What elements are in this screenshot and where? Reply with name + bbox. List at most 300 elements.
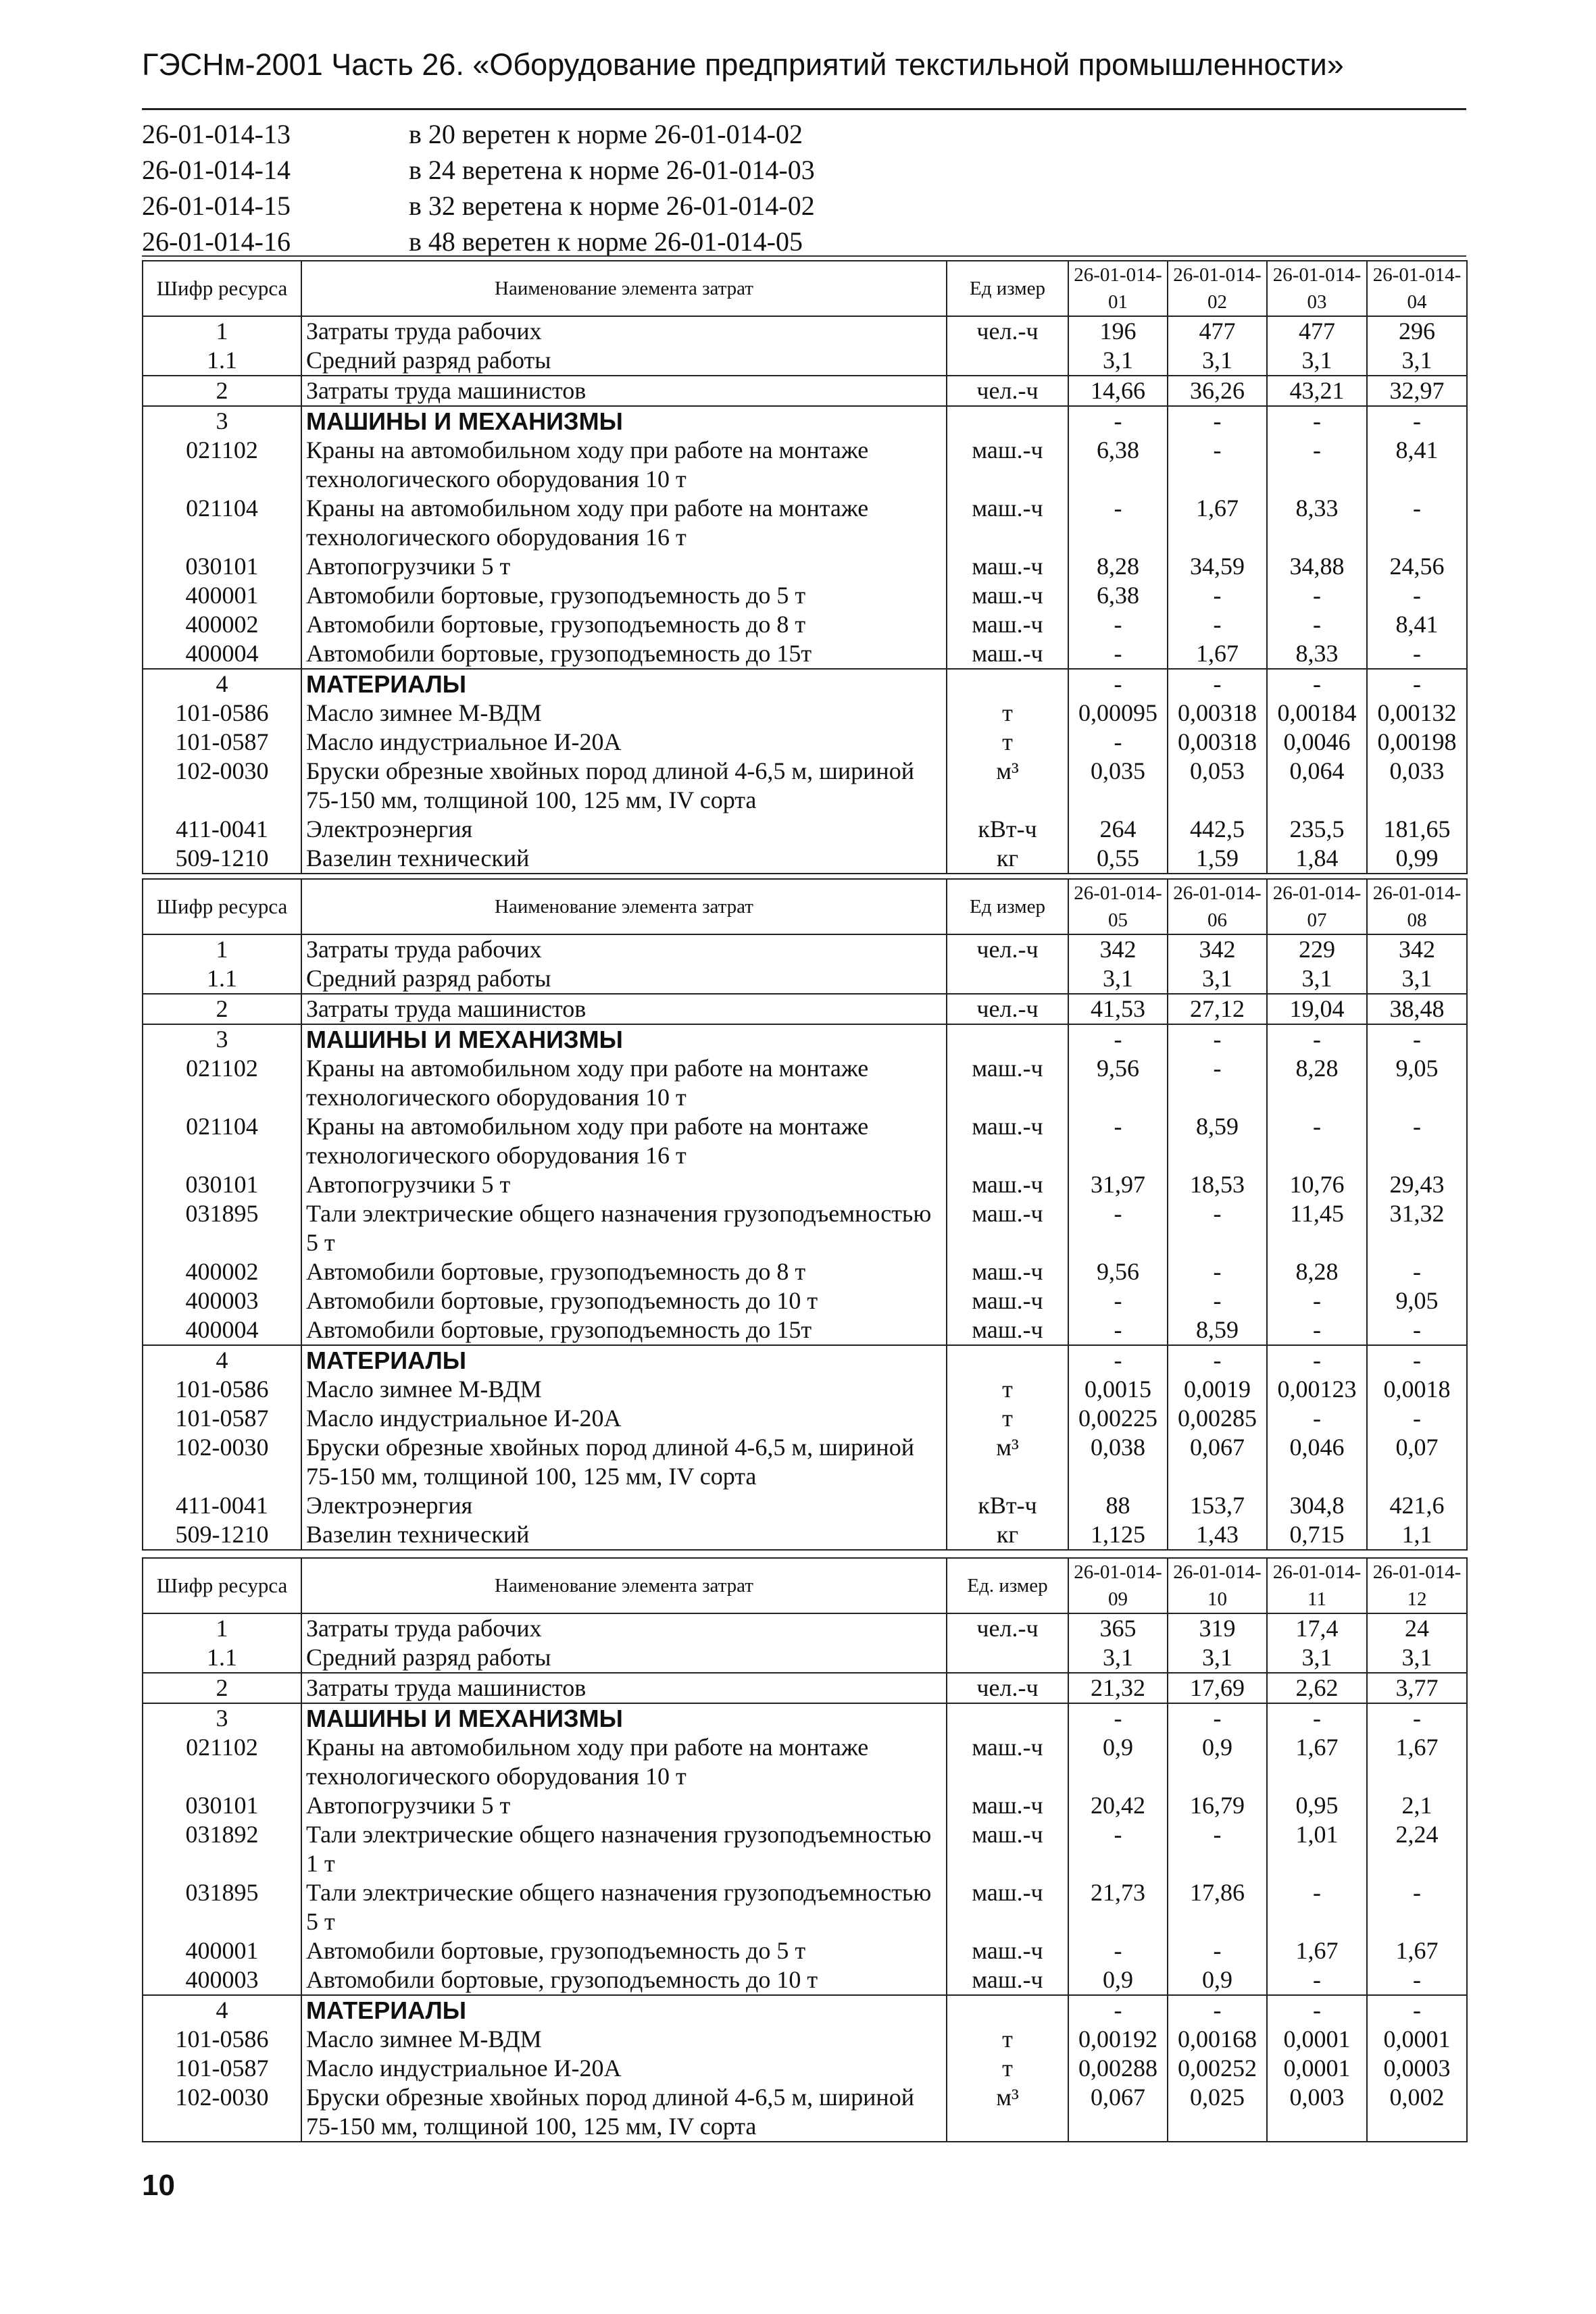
resource-code: 400003 (143, 1286, 301, 1315)
table-row (143, 1375, 1467, 1404)
resource-value: 0,9 (1068, 1965, 1168, 1995)
resource-unit: маш.-ч (947, 436, 1068, 494)
resource-value: 41,53 (1068, 994, 1168, 1024)
resource-name: МАШИНЫ И МЕХАНИЗМЫ (301, 406, 947, 436)
resource-value: 20,42 (1068, 1791, 1168, 1820)
resource-value: - (1267, 1112, 1367, 1170)
resource-value: 18,53 (1168, 1170, 1267, 1199)
resource-value: 3,1 (1267, 1643, 1367, 1673)
resource-value: 9,56 (1068, 1257, 1168, 1286)
resource-value: 1,125 (1068, 1520, 1168, 1550)
resource-value: 0,00095 (1068, 699, 1168, 728)
resource-code: 101-0587 (143, 2054, 301, 2083)
resource-value: 0,035 (1068, 757, 1168, 815)
resource-value: 1,59 (1168, 844, 1267, 874)
table-row (143, 552, 1467, 581)
table-row (143, 316, 1467, 346)
resource-code: 400004 (143, 1315, 301, 1345)
resource-code: 101-0586 (143, 699, 301, 728)
resource-name: Затраты труда рабочих (301, 316, 947, 346)
resource-value: 2,62 (1267, 1673, 1367, 1703)
resource-code: 4 (143, 669, 301, 699)
resource-name: Средний разряд работы (301, 1643, 947, 1673)
section-row (143, 1345, 1467, 1375)
header-norm-code: 26-01-014-06 (1168, 879, 1267, 934)
page-number: 10 (142, 2169, 175, 2202)
table-row (143, 2054, 1467, 2083)
table-row (143, 1520, 1467, 1550)
resource-value: 8,59 (1168, 1112, 1267, 1170)
table-row (143, 699, 1467, 728)
resource-unit: чел.-ч (947, 1613, 1068, 1643)
resource-value: - (1168, 1024, 1267, 1054)
header-norm-code: 26-01-014-07 (1267, 879, 1367, 934)
resource-unit: маш.-ч (947, 1820, 1068, 1878)
resource-value: 34,88 (1267, 552, 1367, 581)
resource-value: 442,5 (1168, 815, 1267, 844)
resource-code: 509-1210 (143, 1520, 301, 1550)
resource-value: 27,12 (1168, 994, 1267, 1024)
resource-value: 229 (1267, 934, 1367, 964)
section-row (143, 1024, 1467, 1054)
resource-value: 0,9 (1068, 1733, 1168, 1791)
resource-value: - (1367, 639, 1467, 669)
header-norm-code: 26-01-014-01 (1068, 261, 1168, 316)
resource-value: - (1168, 1257, 1267, 1286)
table-body (143, 934, 1467, 1550)
resource-value: 0,025 (1168, 2083, 1267, 2142)
resource-value: - (1267, 581, 1367, 610)
header-unit: Ед измер (947, 879, 1068, 934)
header-code: Шифр ресурса (143, 261, 301, 316)
resource-value: 0,00318 (1168, 699, 1267, 728)
table-row (143, 346, 1467, 376)
resource-value: 38,48 (1367, 994, 1467, 1024)
resource-value: - (1068, 494, 1168, 552)
table-row (143, 994, 1467, 1024)
resource-value: 0,0018 (1367, 1375, 1467, 1404)
resource-value: 8,33 (1267, 639, 1367, 669)
norm-code: 26-01-014-16 (142, 226, 291, 257)
resource-unit: маш.-ч (947, 1257, 1068, 1286)
resource-value: 88 (1068, 1491, 1168, 1520)
resource-value: - (1068, 610, 1168, 639)
resource-value: 0,046 (1267, 1433, 1367, 1491)
header-norm-code: 26-01-014-09 (1068, 1558, 1168, 1613)
header-norm-code: 26-01-014-04 (1367, 261, 1467, 316)
resource-unit: маш.-ч (947, 1733, 1068, 1791)
header-norm-code: 26-01-014-12 (1367, 1558, 1467, 1613)
resource-unit: маш.-ч (947, 1054, 1068, 1112)
resource-value: 8,59 (1168, 1315, 1267, 1345)
resource-value: 6,38 (1068, 436, 1168, 494)
table-row (143, 1965, 1467, 1995)
resource-value: 1,43 (1168, 1520, 1267, 1550)
resource-value: - (1267, 1995, 1367, 2025)
resource-value: - (1068, 639, 1168, 669)
resource-unit: маш.-ч (947, 1791, 1068, 1820)
resource-value: 8,28 (1267, 1257, 1367, 1286)
resource-value: - (1168, 610, 1267, 639)
resource-name: Тали электрические общего назначения грузоподъемностью 1 т (301, 1820, 947, 1878)
resource-value: 1,1 (1367, 1520, 1467, 1550)
resource-value: 0,033 (1367, 757, 1467, 815)
resource-code: 1.1 (143, 1643, 301, 1673)
resource-value: 0,0046 (1267, 728, 1367, 757)
resource-code: 021102 (143, 436, 301, 494)
table-row (143, 436, 1467, 494)
resource-code: 101-0586 (143, 2025, 301, 2054)
resource-value: 296 (1367, 316, 1467, 346)
header-norm-code: 26-01-014-08 (1367, 879, 1467, 934)
resource-name: Затраты труда машинистов (301, 994, 947, 1024)
resource-value: - (1068, 406, 1168, 436)
resource-value: - (1267, 1286, 1367, 1315)
norm-list-item (142, 116, 815, 152)
resource-value: - (1068, 1024, 1168, 1054)
resource-name: Масло индустриальное И-20А (301, 728, 947, 757)
resource-value: 14,66 (1068, 376, 1168, 406)
resource-value: - (1367, 494, 1467, 552)
resource-unit: т (947, 1375, 1068, 1404)
header-norm-code: 26-01-014-11 (1267, 1558, 1367, 1613)
resource-table-1 (142, 260, 1468, 874)
resource-value: 0,00198 (1367, 728, 1467, 757)
resource-value: 2,1 (1367, 1791, 1467, 1820)
resource-code: 400001 (143, 1936, 301, 1965)
resource-value: 0,00123 (1267, 1375, 1367, 1404)
resource-unit: кг (947, 844, 1068, 874)
resource-value: 0,038 (1068, 1433, 1168, 1491)
header-row (143, 1558, 1467, 1613)
resource-value: - (1367, 406, 1467, 436)
resource-value: 32,97 (1367, 376, 1467, 406)
resource-name: Краны на автомобильном ходу при работе на монтаже технологического оборудования 16 т (301, 1112, 947, 1170)
resource-value: 24 (1367, 1613, 1467, 1643)
resource-unit: маш.-ч (947, 1936, 1068, 1965)
resource-value: 3,1 (1168, 1643, 1267, 1673)
table-row (143, 728, 1467, 757)
resource-name: Масло зимнее М-ВДМ (301, 2025, 947, 2054)
resource-value: 365 (1068, 1613, 1168, 1643)
section-row (143, 1995, 1467, 2025)
resource-value: - (1068, 728, 1168, 757)
resource-unit: м³ (947, 2083, 1068, 2142)
resource-unit (947, 1995, 1068, 2025)
resource-value: 342 (1367, 934, 1467, 964)
table-row (143, 1733, 1467, 1791)
resource-code: 3 (143, 1703, 301, 1733)
table-row (143, 934, 1467, 964)
resource-unit: т (947, 2025, 1068, 2054)
resource-value: 1,67 (1168, 494, 1267, 552)
resource-code: 021102 (143, 1054, 301, 1112)
resource-unit: кВт-ч (947, 815, 1068, 844)
resource-value: - (1267, 406, 1367, 436)
resource-value: - (1168, 406, 1267, 436)
table-row (143, 1112, 1467, 1170)
resource-code: 411-0041 (143, 1491, 301, 1520)
resource-code: 400003 (143, 1965, 301, 1995)
resource-code: 3 (143, 1024, 301, 1054)
header-norm-code: 26-01-014-05 (1068, 879, 1168, 934)
table-row (143, 610, 1467, 639)
resource-code: 031892 (143, 1820, 301, 1878)
resource-code: 1 (143, 316, 301, 346)
resource-value: 8,41 (1367, 610, 1467, 639)
resource-unit: м³ (947, 757, 1068, 815)
resource-unit: маш.-ч (947, 1965, 1068, 1995)
resource-value: 3,1 (1068, 964, 1168, 994)
resource-value: 3,1 (1367, 1643, 1467, 1673)
resource-value: 17,69 (1168, 1673, 1267, 1703)
resource-value: 9,05 (1367, 1054, 1467, 1112)
resource-code: 1 (143, 1613, 301, 1643)
resource-unit: кг (947, 1520, 1068, 1550)
table-row (143, 1613, 1467, 1643)
resource-value: - (1267, 436, 1367, 494)
resource-value: - (1168, 669, 1267, 699)
resource-code: 102-0030 (143, 1433, 301, 1491)
resource-name: Автомобили бортовые, грузоподъемность до 15т (301, 1315, 947, 1345)
resource-name: Средний разряд работы (301, 964, 947, 994)
resource-unit: чел.-ч (947, 316, 1068, 346)
resource-value: 36,26 (1168, 376, 1267, 406)
resource-value: 21,73 (1068, 1878, 1168, 1936)
resource-value: - (1068, 1112, 1168, 1170)
resource-name: Автомобили бортовые, грузоподъемность до 8 т (301, 610, 947, 639)
resource-value: 1,67 (1267, 1936, 1367, 1965)
resource-name: Электроэнергия (301, 1491, 947, 1520)
resource-unit (947, 406, 1068, 436)
resource-unit: чел.-ч (947, 1673, 1068, 1703)
table-row (143, 1673, 1467, 1703)
resource-value: - (1168, 1345, 1267, 1375)
resource-code: 030101 (143, 1170, 301, 1199)
resource-value: - (1267, 669, 1367, 699)
resource-value: 477 (1267, 316, 1367, 346)
resource-value: 8,28 (1068, 552, 1168, 581)
header-unit: Ед. измер (947, 1558, 1068, 1613)
resource-value: 8,41 (1367, 436, 1467, 494)
table-row (143, 1199, 1467, 1257)
resource-code: 2 (143, 376, 301, 406)
table-row (143, 757, 1467, 815)
resource-value: 9,56 (1068, 1054, 1168, 1112)
resource-value: - (1068, 1820, 1168, 1878)
resource-value: 304,8 (1267, 1491, 1367, 1520)
norm-code: 26-01-014-14 (142, 155, 291, 185)
header-unit: Ед измер (947, 261, 1068, 316)
resource-value: - (1068, 1936, 1168, 1965)
resource-value: 0,00132 (1367, 699, 1467, 728)
norm-list-item (142, 152, 815, 188)
table-row (143, 1820, 1467, 1878)
table-row (143, 581, 1467, 610)
resource-value: 0,99 (1367, 844, 1467, 874)
resource-unit: т (947, 699, 1068, 728)
resource-value: 2,24 (1367, 1820, 1467, 1878)
resource-name: Масло индустриальное И-20А (301, 1404, 947, 1433)
resource-value: 17,4 (1267, 1613, 1367, 1643)
table-row (143, 1257, 1467, 1286)
resource-value: 0,0019 (1168, 1375, 1267, 1404)
header-rule (142, 108, 1466, 110)
resource-value: - (1367, 1315, 1467, 1345)
table-head (143, 879, 1467, 934)
resource-name: Краны на автомобильном ходу при работе на монтаже технологического оборудования 10 т (301, 1054, 947, 1112)
resource-value: 0,07 (1367, 1433, 1467, 1491)
resource-code: 400004 (143, 639, 301, 669)
resource-name: Масло индустриальное И-20А (301, 2054, 947, 2083)
resource-name: Масло зимнее М-ВДМ (301, 699, 947, 728)
resource-unit (947, 964, 1068, 994)
resource-code: 030101 (143, 552, 301, 581)
resource-name: Краны на автомобильном ходу при работе на монтаже технологического оборудования 10 т (301, 1733, 947, 1791)
resource-value: 3,1 (1267, 964, 1367, 994)
header-row (143, 261, 1467, 316)
resource-unit: т (947, 1404, 1068, 1433)
resource-code: 400002 (143, 1257, 301, 1286)
resource-code: 4 (143, 1995, 301, 2025)
resource-value: - (1367, 1345, 1467, 1375)
resource-value: - (1168, 1703, 1267, 1733)
resource-unit: маш.-ч (947, 1170, 1068, 1199)
resource-value: - (1168, 1820, 1267, 1878)
resource-value: - (1367, 669, 1467, 699)
resource-value: 319 (1168, 1613, 1267, 1643)
resource-code: 031895 (143, 1878, 301, 1936)
resource-value: - (1367, 1024, 1467, 1054)
resource-unit: маш.-ч (947, 1286, 1068, 1315)
resource-value: 1,84 (1267, 844, 1367, 874)
resource-name: МАШИНЫ И МЕХАНИЗМЫ (301, 1024, 947, 1054)
table-row (143, 964, 1467, 994)
resource-name: Тали электрические общего назначения грузоподъемностью 5 т (301, 1199, 947, 1257)
resource-code: 1.1 (143, 346, 301, 376)
resource-name: Краны на автомобильном ходу при работе на монтаже технологического оборудования 16 т (301, 494, 947, 552)
resource-name: Автомобили бортовые, грузоподъемность до 15т (301, 639, 947, 669)
resource-code: 3 (143, 406, 301, 436)
resource-value: 17,86 (1168, 1878, 1267, 1936)
table-row (143, 1643, 1467, 1673)
resource-value: 10,76 (1267, 1170, 1367, 1199)
resource-value: - (1168, 1199, 1267, 1257)
resource-unit: т (947, 728, 1068, 757)
resource-code: 021102 (143, 1733, 301, 1791)
resource-value: 196 (1068, 316, 1168, 346)
resource-code: 1.1 (143, 964, 301, 994)
header-norm-code: 26-01-014-10 (1168, 1558, 1267, 1613)
resource-name: Автомобили бортовые, грузоподъемность до 10 т (301, 1965, 947, 1995)
resource-unit: маш.-ч (947, 494, 1068, 552)
resource-value: 342 (1168, 934, 1267, 964)
resource-code: 101-0586 (143, 1375, 301, 1404)
resource-value: 0,00192 (1068, 2025, 1168, 2054)
resource-value: 21,32 (1068, 1673, 1168, 1703)
resource-value: 0,002 (1367, 2083, 1467, 2142)
resource-value: - (1367, 1257, 1467, 1286)
resource-value: 153,7 (1168, 1491, 1267, 1520)
header-row (143, 879, 1467, 934)
resource-value: 0,9 (1168, 1733, 1267, 1791)
resource-value: 1,01 (1267, 1820, 1367, 1878)
resource-value: - (1367, 581, 1467, 610)
table-row (143, 1791, 1467, 1820)
resource-value: 34,59 (1168, 552, 1267, 581)
resource-unit: маш.-ч (947, 1878, 1068, 1936)
resource-value: 1,67 (1267, 1733, 1367, 1791)
resource-name: Автомобили бортовые, грузоподъемность до 8 т (301, 1257, 947, 1286)
table-row (143, 2025, 1467, 2054)
resource-unit (947, 1345, 1068, 1375)
resource-value: 31,97 (1068, 1170, 1168, 1199)
header-name: Наименование элемента затрат (301, 1558, 947, 1613)
table-row (143, 2083, 1467, 2142)
resource-code: 4 (143, 1345, 301, 1375)
resource-value: 0,067 (1168, 1433, 1267, 1491)
table-row (143, 494, 1467, 552)
resource-code: 102-0030 (143, 757, 301, 815)
resource-code: 101-0587 (143, 1404, 301, 1433)
resource-value: 3,1 (1367, 964, 1467, 994)
resource-code: 021104 (143, 494, 301, 552)
table-row (143, 1404, 1467, 1433)
resource-name: Автомобили бортовые, грузоподъемность до 5 т (301, 581, 947, 610)
header-name: Наименование элемента затрат (301, 261, 947, 316)
norm-description: в 32 веретена к норме 26-01-014-02 (409, 191, 815, 221)
section-row (143, 1703, 1467, 1733)
resource-name: Затраты труда машинистов (301, 1673, 947, 1703)
resource-unit (947, 669, 1068, 699)
resource-value: 0,053 (1168, 757, 1267, 815)
resource-value: 1,67 (1367, 1936, 1467, 1965)
resource-code: 030101 (143, 1791, 301, 1820)
resource-value: 264 (1068, 815, 1168, 844)
resource-code: 2 (143, 994, 301, 1024)
resource-value: 0,00288 (1068, 2054, 1168, 2083)
resource-name: Автомобили бортовые, грузоподъемность до 10 т (301, 1286, 947, 1315)
resource-value: 6,38 (1068, 581, 1168, 610)
resource-value: - (1168, 1286, 1267, 1315)
resource-value: - (1068, 1199, 1168, 1257)
resource-value: - (1367, 1995, 1467, 2025)
resource-name: Бруски обрезные хвойных пород длиной 4-6,5 м, шириной 75-150 мм, толщиной 100, 125 мм, IV сорта (301, 757, 947, 815)
resource-code: 400001 (143, 581, 301, 610)
table-row (143, 1170, 1467, 1199)
resource-unit: маш.-ч (947, 639, 1068, 669)
resource-name: МАШИНЫ И МЕХАНИЗМЫ (301, 1703, 947, 1733)
resource-unit: маш.-ч (947, 610, 1068, 639)
table-row (143, 639, 1467, 669)
resource-unit: маш.-ч (947, 1199, 1068, 1257)
table-row (143, 1491, 1467, 1520)
table-body (143, 1613, 1467, 2142)
resource-value: 1,67 (1367, 1733, 1467, 1791)
resource-value: 0,0001 (1267, 2025, 1367, 2054)
resource-value: - (1068, 669, 1168, 699)
resource-value: - (1267, 1965, 1367, 1995)
resource-value: 16,79 (1168, 1791, 1267, 1820)
page-header: ГЭСНм-2001 Часть 26. «Оборудование предприятий текстильной промышленности» (142, 47, 1344, 82)
resource-value: - (1168, 1054, 1267, 1112)
resource-value: 235,5 (1267, 815, 1367, 844)
resource-value: 0,0001 (1367, 2025, 1467, 2054)
table-row (143, 1315, 1467, 1345)
table-body (143, 316, 1467, 874)
resource-name: Автопогрузчики 5 т (301, 1170, 947, 1199)
resource-name: Тали электрические общего назначения грузоподъемностью 5 т (301, 1878, 947, 1936)
